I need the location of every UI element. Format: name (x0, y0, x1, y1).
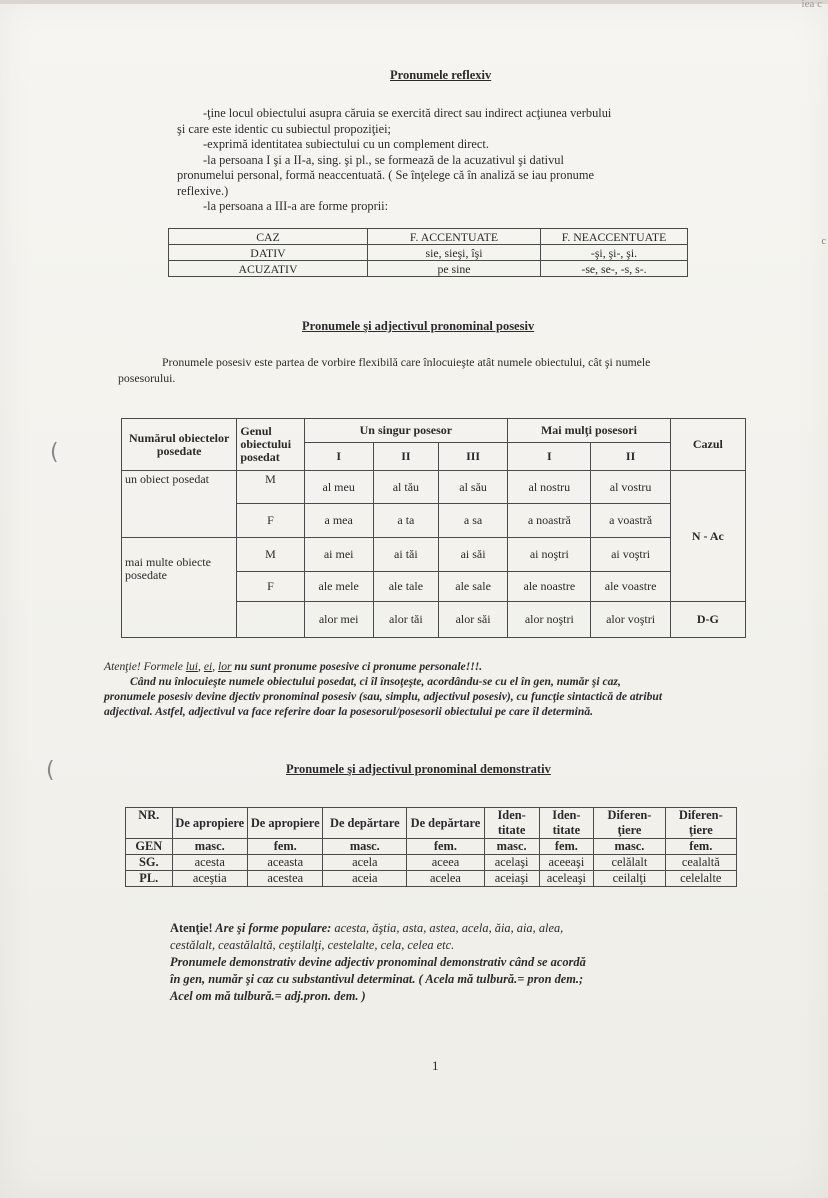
margin-bracket-mark: ( (50, 440, 59, 465)
row-label: PL. (126, 871, 173, 887)
note-line: pronumele posesiv devine djectiv pronominal posesiv (sau, simplu, adjectivul posesiv), cu funcţie sintactică de atribut (104, 690, 663, 703)
note-line (104, 659, 794, 674)
table-cell: acesta (172, 855, 247, 871)
note-line: Pronumele demonstrativ devine adjectiv pronominal demonstrativ când se acordă (170, 955, 586, 969)
many-objects-label: mai multe obiecte posedate (122, 538, 237, 638)
table-cell: ai voştri (591, 538, 670, 572)
note-text: acesta, ăştia, asta, astea, acela, ăia, aia, alea, (331, 921, 564, 935)
table-header-row (126, 808, 737, 839)
table-cell: aceştia (172, 871, 247, 887)
table-cell: masc. (594, 839, 665, 855)
table-cell: ai noştri (508, 538, 591, 572)
person-header: II (591, 443, 670, 471)
row-label: GEN (126, 839, 173, 855)
table-cell: a sa (438, 504, 507, 538)
header-single-owner: Un singur posesor (304, 419, 508, 443)
one-object-label: un obiect posedat (122, 471, 237, 538)
reflexive-definition (177, 106, 717, 215)
table-cell: celălalt (594, 855, 665, 871)
table-cell: ai mei (304, 538, 373, 572)
table-cell: -se, se-, -s, s-. (541, 261, 688, 277)
possessive-intro (118, 355, 758, 386)
note-text: nu sunt pronume posesive ci pronume personale!!!. (231, 660, 483, 673)
definition-line: -exprimă identitatea subiectului cu un complement direct. (203, 137, 489, 151)
table-cell: aceasta (247, 855, 322, 871)
note-lead: Atenţie! (104, 660, 141, 673)
table-cell: a voastră (591, 504, 670, 538)
table-cell: ACUZATIV (169, 261, 368, 277)
person-header: II (373, 443, 438, 471)
note-line: în gen, număr şi caz cu substantivul determinat. ( Acela mă tulbură.= pron dem.; (170, 972, 584, 986)
table-cell: fem. (665, 839, 736, 855)
edge-mark: c (821, 236, 826, 247)
table-cell: acela (323, 855, 407, 871)
note-word: lui (185, 660, 199, 673)
header-case: Cazul (670, 419, 745, 471)
header-number-objects: Numărul obiectelor posedate (122, 419, 237, 471)
person-header: I (304, 443, 373, 471)
table-header-cell: NR. (126, 808, 173, 839)
case-cell: N - Ac (670, 471, 745, 602)
section-title-possessive: Pronumele şi adjectivul pronominal posesiv (302, 319, 535, 333)
table-header-cell: Iden- titate (539, 808, 594, 839)
header-gender: Genul obiectului posedat (237, 419, 304, 471)
person-header: III (438, 443, 507, 471)
table-cell: acelea (407, 871, 485, 887)
table-cell: masc. (172, 839, 247, 855)
definition-line: şi care este identic cu subiectul propoziţiei; (177, 121, 392, 136)
table-cell: alor voştri (591, 602, 670, 638)
note-word: lor (218, 660, 232, 673)
table-cell: alor săi (438, 602, 507, 638)
table-cell: ale noastre (508, 572, 591, 602)
table-cell: cealaltă (665, 855, 736, 871)
gender-cell: M (237, 471, 304, 504)
table-cell: ale sale (438, 572, 507, 602)
note-word: ei (203, 660, 213, 673)
table-cell: acelaşi (484, 855, 539, 871)
table-header-row (122, 419, 746, 443)
intro-line: posesorului. (118, 370, 176, 385)
reflexive-table (168, 228, 688, 277)
table-header-cell: F. ACCENTUATE (368, 229, 541, 245)
table-cell: aceeaşi (539, 855, 594, 871)
table-row (122, 538, 746, 572)
table-cell: fem. (407, 839, 485, 855)
section-title-demonstrative: Pronumele şi adjectivul pronominal demonstrativ (286, 762, 551, 776)
note-text: , (198, 660, 204, 673)
table-cell: masc. (484, 839, 539, 855)
note-line: adjectival. Astfel, adjectivul va face referire doar la posesorul/posesorii obiectului pe care îl determină. (104, 705, 594, 718)
note-line: Acel om mă tulbură.= adj.pron. dem. ) (170, 989, 366, 1003)
note-lead: Atenţie! (170, 921, 213, 935)
case-cell: D-G (670, 602, 745, 638)
demonstrative-table (125, 807, 737, 887)
corner-text: iea c (801, 0, 822, 10)
table-cell: aceiaşi (484, 871, 539, 887)
note-text: , (212, 660, 218, 673)
note-text: Formele (140, 660, 186, 673)
table-cell: al vostru (591, 471, 670, 504)
gender-cell: F (237, 572, 304, 602)
table-header-cell: CAZ (169, 229, 368, 245)
table-cell: acestea (247, 871, 322, 887)
table-cell: fem. (247, 839, 322, 855)
note-line: Când nu înlocuieşte numele obiectului posedat, ci îl însoţeşte, acordându-se cu el în gen, număr şi caz, (130, 675, 621, 688)
page-top-edge (0, 0, 828, 4)
table-cell: al tău (373, 471, 438, 504)
section-title-reflexive: Pronumele reflexiv (390, 68, 492, 82)
note-line (170, 920, 730, 937)
demonstrative-note (170, 920, 730, 1005)
possessive-table (121, 418, 746, 638)
table-cell: aceleaşi (539, 871, 594, 887)
table-header-cell: Diferen- ţiere (594, 808, 665, 839)
table-cell: alor mei (304, 602, 373, 638)
table-cell: ale mele (304, 572, 373, 602)
definition-line: reflexive.) (177, 183, 229, 198)
table-cell: al nostru (508, 471, 591, 504)
table-cell: al meu (304, 471, 373, 504)
table-cell: aceea (407, 855, 485, 871)
possessive-note (104, 659, 794, 719)
table-cell: -şi, şi-, şi. (541, 245, 688, 261)
definition-line: -ţine locul obiectului asupra căruia se exercită direct sau indirect acţiunea verbului (203, 106, 612, 120)
table-header-cell: De apropiere (172, 808, 247, 839)
table-header-cell: De apropiere (247, 808, 322, 839)
table-cell: ale tale (373, 572, 438, 602)
definition-line: -la persoana a III-a are forme proprii: (203, 199, 389, 213)
table-header-row (169, 229, 688, 245)
table-cell: alor tăi (373, 602, 438, 638)
table-cell: al său (438, 471, 507, 504)
table-cell: a noastră (508, 504, 591, 538)
gender-cell (237, 602, 304, 638)
table-cell: DATIV (169, 245, 368, 261)
definition-line: -la persoana I şi a II-a, sing. şi pl., se formează de la acuzativul şi dativul (203, 152, 564, 167)
table-cell: fem. (539, 839, 594, 855)
table-cell: sie, sieşi, îşi (368, 245, 541, 261)
table-header-cell: Iden- titate (484, 808, 539, 839)
table-cell: ai tăi (373, 538, 438, 572)
table-cell: alor noştri (508, 602, 591, 638)
table-cell: a ta (373, 504, 438, 538)
table-cell: aceia (323, 871, 407, 887)
table-cell: ceilalţi (594, 871, 665, 887)
table-header-cell: F. NEACCENTUATE (541, 229, 688, 245)
note-text: Are şi forme populare: (212, 921, 332, 935)
table-cell: a mea (304, 504, 373, 538)
person-header: I (508, 443, 591, 471)
header-many-owners: Mai mulţi posesori (508, 419, 671, 443)
row-label: SG. (126, 855, 173, 871)
gender-cell: M (237, 538, 304, 572)
margin-bracket-mark: ( (46, 758, 55, 783)
page-number: 1 (432, 1058, 439, 1073)
table-row (126, 839, 737, 855)
table-cell: pe sine (368, 261, 541, 277)
gender-cell: F (237, 504, 304, 538)
table-row (169, 261, 688, 277)
table-header-cell: De depărtare (323, 808, 407, 839)
definition-line: pronumelui personal, formă neaccentuată. ( Se înţelege că în analiză se iau pronume (177, 168, 594, 182)
table-header-cell: De depărtare (407, 808, 485, 839)
table-row (122, 471, 746, 504)
table-cell: masc. (323, 839, 407, 855)
intro-line: Pronumele posesiv este partea de vorbire flexibilă care înlocuieşte atât numele obiectului, cât şi numele (162, 355, 651, 369)
table-row (126, 855, 737, 871)
note-line: cestălalt, ceastălaltă, ceştilalţi, cestelalte, cela, celea etc. (170, 938, 455, 952)
table-cell: ale voastre (591, 572, 670, 602)
table-cell: ai săi (438, 538, 507, 572)
table-header-cell: Diferen- ţiere (665, 808, 736, 839)
table-row (126, 871, 737, 887)
table-row (169, 245, 688, 261)
table-cell: celelalte (665, 871, 736, 887)
